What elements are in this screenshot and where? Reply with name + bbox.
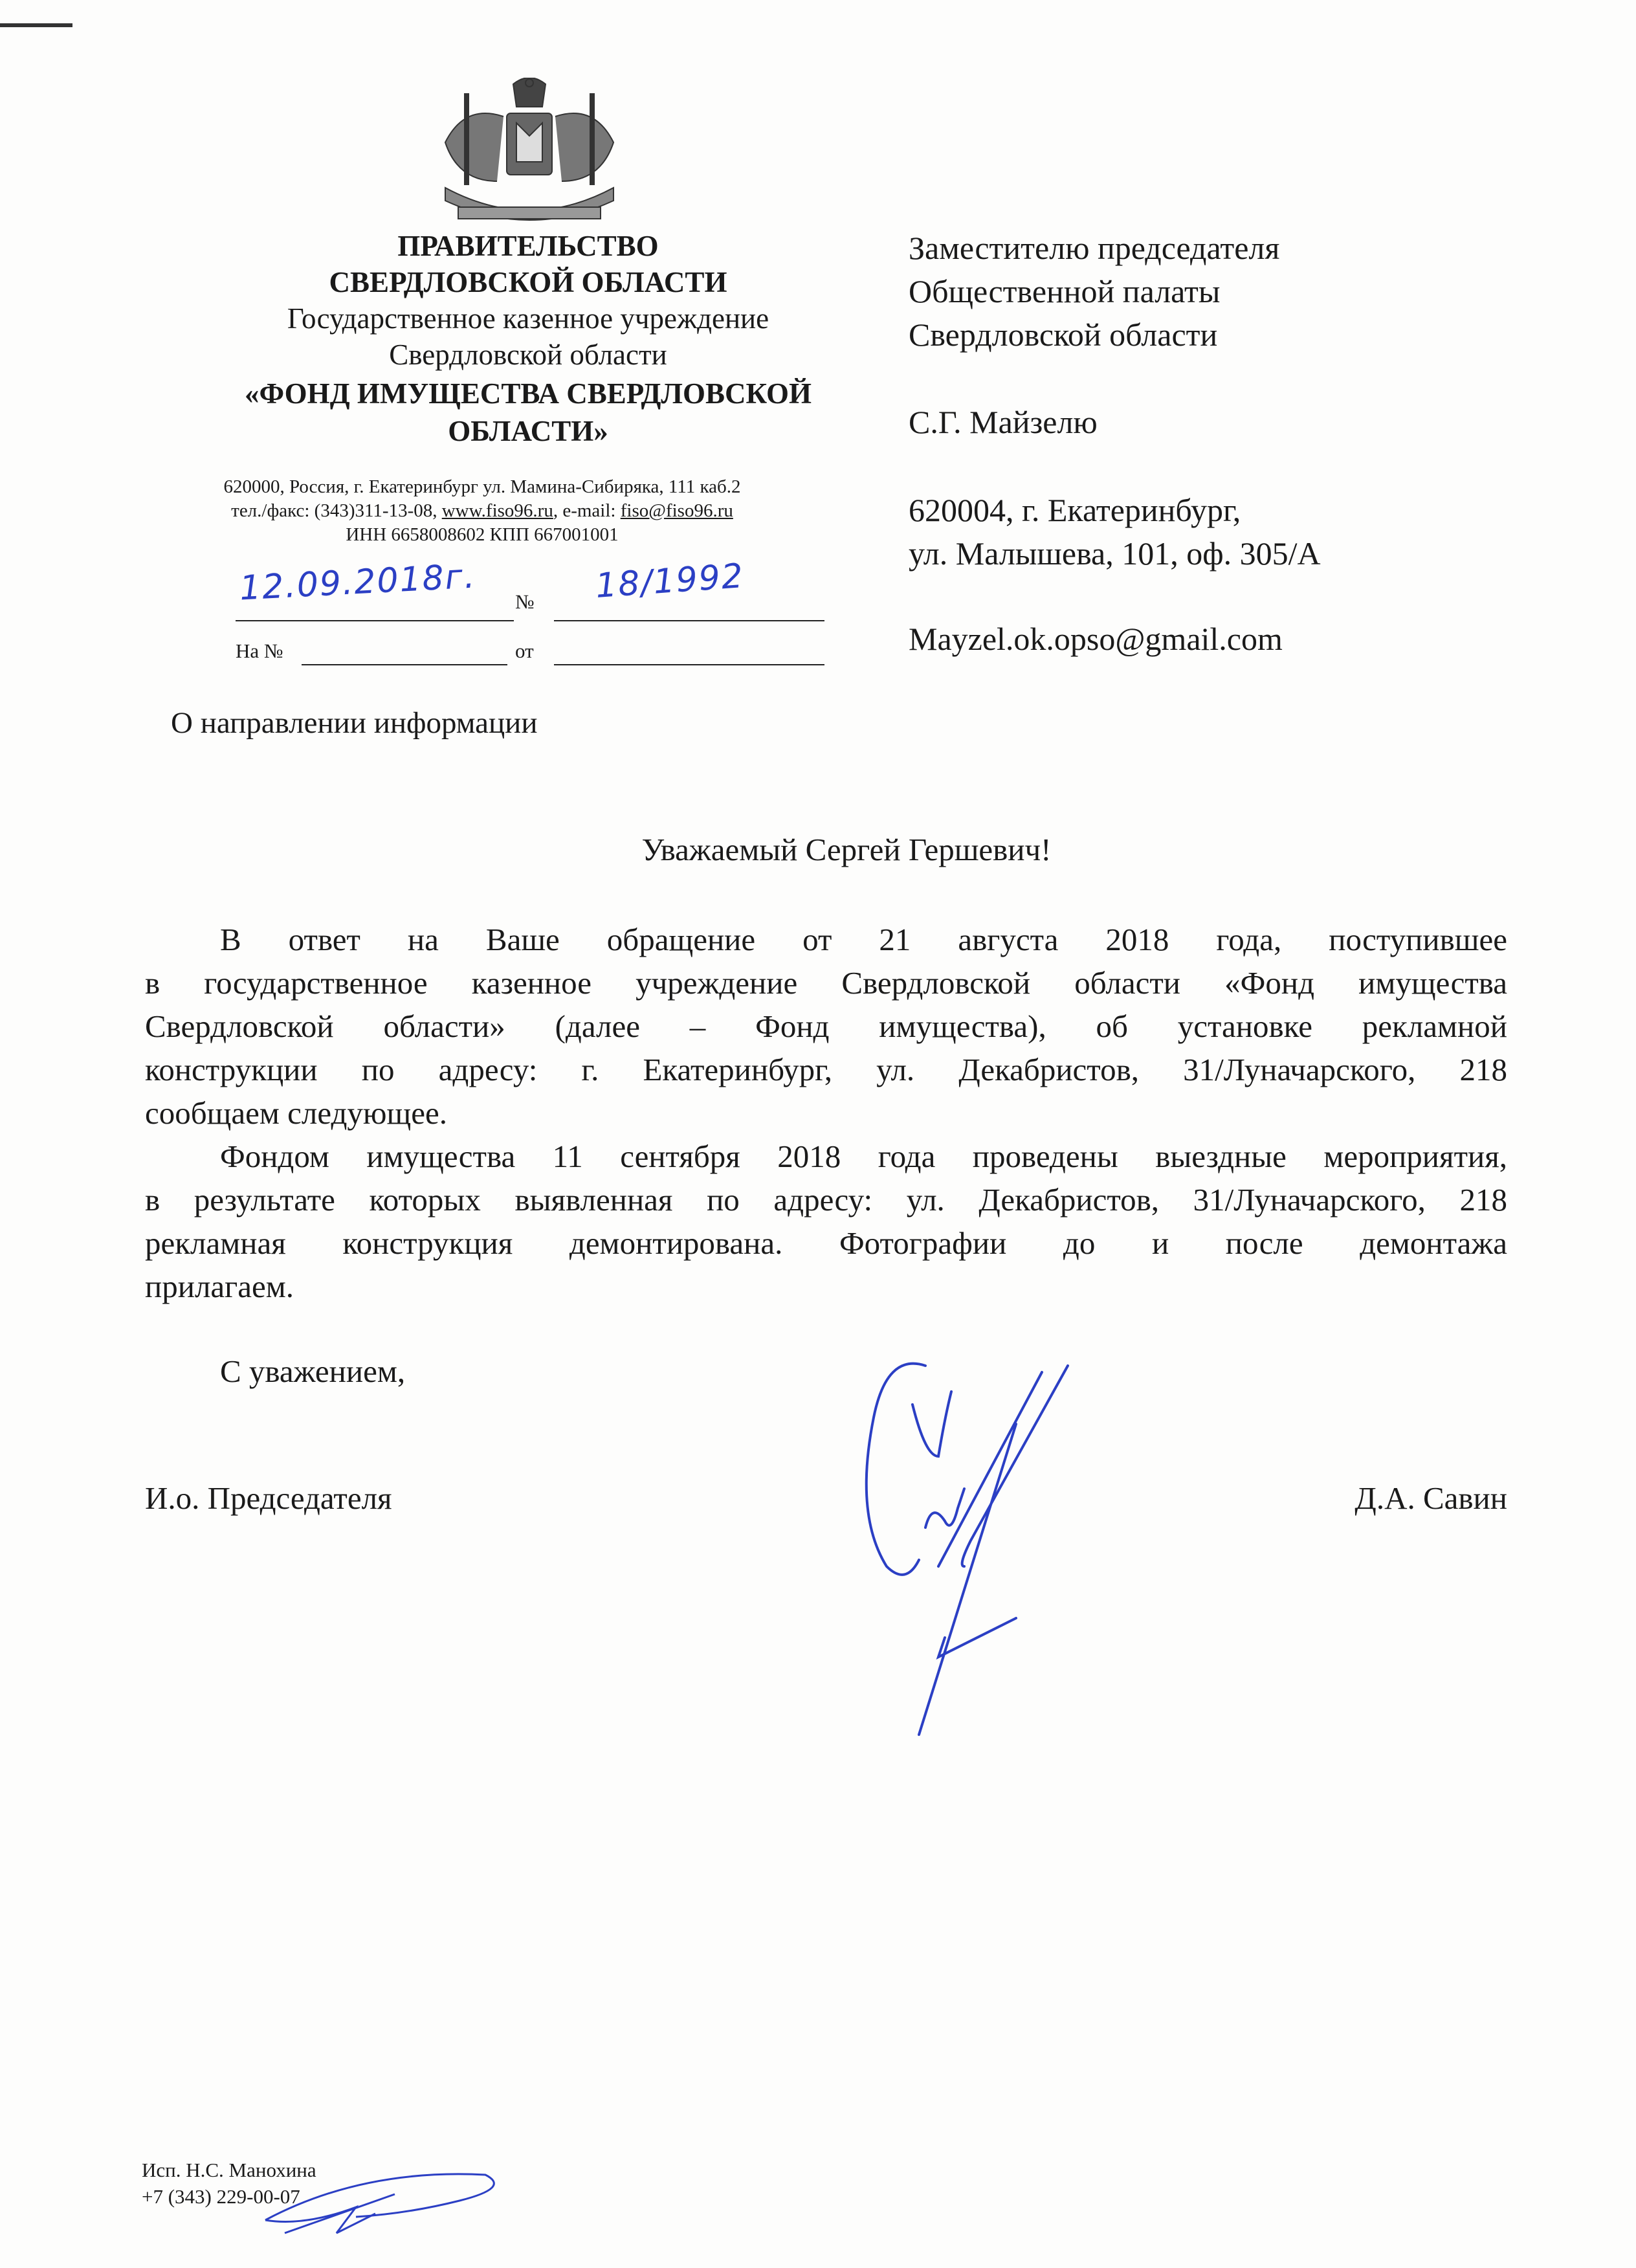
sender-contacts <box>129 499 835 523</box>
coat-of-arms-emblem <box>419 78 639 225</box>
number-label: № <box>515 590 535 613</box>
reply-from-label: от <box>515 639 534 662</box>
executor-name: Исп. Н.С. Манохина <box>142 2159 316 2181</box>
paragraph-line: В ответ на Ваше обращение от 21 августа 2018 года, поступившее <box>220 922 1507 957</box>
paragraph-line: прилагаем. <box>145 1269 294 1304</box>
executor-phone: +7 (343) 229-00-07 <box>142 2185 300 2208</box>
recipient-region: Свердловской области <box>909 317 1218 353</box>
recipient-name: С.Г. Майзелю <box>909 404 1098 440</box>
email-link[interactable]: fiso@fiso96.ru <box>620 500 733 521</box>
recipient-address-city: 620004, г. Екатеринбург, <box>909 492 1241 528</box>
recipient-address-street: ул. Малышева, 101, оф. 305/А <box>909 535 1321 572</box>
paragraph-line: сообщаем следующее. <box>145 1095 447 1131</box>
signature-mark <box>854 1346 1087 1748</box>
executor-signature-mark <box>259 2168 505 2246</box>
number-underline <box>554 620 824 621</box>
recipient-position: Заместителю председателя <box>909 230 1280 266</box>
sender-fund-name: «ФОНД ИМУЩЕСТВА СВЕРДЛОВСКОЙ <box>244 377 812 410</box>
sender-institution-type: Государственное казенное учреждение <box>287 302 769 335</box>
website-link[interactable]: www.fiso96.ru <box>441 500 553 521</box>
handwritten-number: 18/1992 <box>594 557 746 606</box>
sender-government: ПРАВИТЕЛЬСТВО <box>397 230 659 262</box>
email-label: , e-mail: <box>553 500 621 521</box>
paragraph-line: Свердловской области» (далее – Фонд имущества), об установке рекламной <box>145 1008 1507 1044</box>
sender-region: СВЕРДЛОВСКОЙ ОБЛАСТИ <box>329 266 727 298</box>
date-underline <box>236 620 514 621</box>
signatory-name: Д.А. Савин <box>1354 1480 1507 1516</box>
scan-edge-mark <box>0 23 72 27</box>
recipient-organization: Общественной палаты <box>909 273 1221 309</box>
closing: С уважением, <box>220 1353 406 1389</box>
paragraph-line: в результате которых выявленная по адресу: ул. Декабристов, 31/Луначарского, 218 <box>145 1182 1507 1217</box>
paragraph-line: Фондом имущества 11 сентября 2018 года проведены выездные мероприятия, <box>220 1139 1507 1174</box>
subject: О направлении информации <box>171 706 538 740</box>
sender-fund-name-cont: ОБЛАСТИ» <box>448 415 608 447</box>
reply-number-label: На № <box>236 639 283 662</box>
sender-inn: ИНН 6658008602 КПП 667001001 <box>346 524 619 545</box>
greeting: Уважаемый Сергей Гершевич! <box>641 832 1052 867</box>
paragraph-line: конструкции по адресу: г. Екатеринбург, ул. Декабристов, 31/Луначарского, 218 <box>145 1052 1507 1087</box>
paragraph-line: рекламная конструкция демонтирована. Фотографии до и после демонтажа <box>145 1225 1507 1261</box>
reply-number-underline <box>302 664 507 665</box>
paragraph-1 <box>145 918 1507 1308</box>
paragraph-line: в государственное казенное учреждение Свердловской области «Фонд имущества <box>145 965 1507 1001</box>
phone: тел./факс: (343)311-13-08, <box>231 500 442 521</box>
handwritten-date: 12.09.2018г. <box>238 557 477 608</box>
sender-institution-region: Свердловской области <box>389 339 667 371</box>
recipient-email: Mayzel.ok.opso@gmail.com <box>909 621 1283 657</box>
reply-from-underline <box>554 664 824 665</box>
signatory-title: И.о. Председателя <box>145 1480 392 1516</box>
sender-address: 620000, Россия, г. Екатеринбург ул. Мамина-Сибиряка, 111 каб.2 <box>223 476 741 497</box>
